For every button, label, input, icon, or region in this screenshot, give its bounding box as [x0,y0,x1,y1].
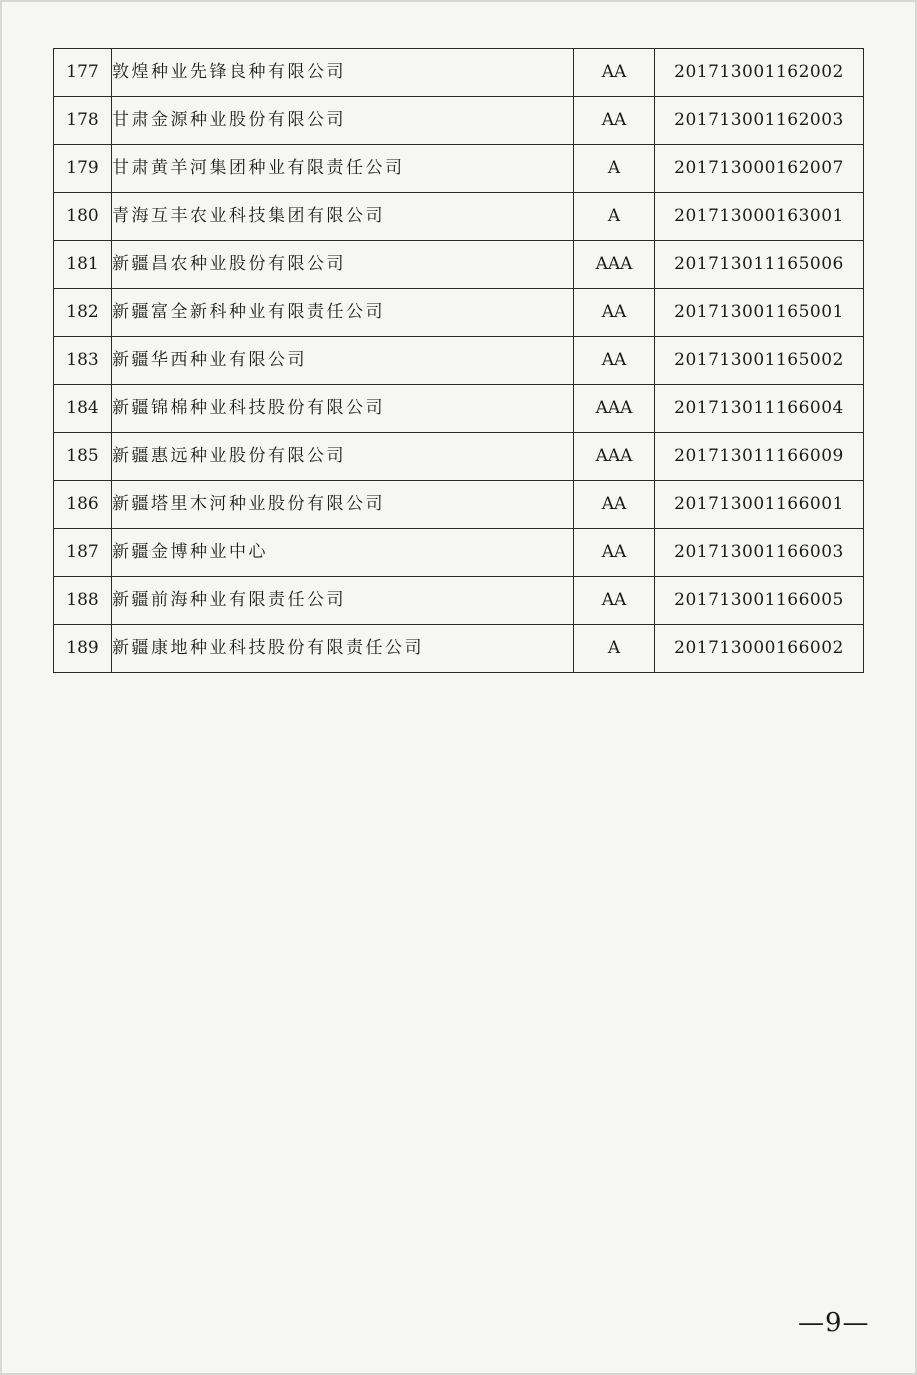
company-name: 甘肃黄羊河集团种业有限责任公司 [112,145,574,193]
row-number: 189 [54,625,112,673]
table-row [54,385,864,433]
row-number: 182 [54,289,112,337]
table-row [54,97,864,145]
company-name: 青海互丰农业科技集团有限公司 [112,193,574,241]
page-number: —9— [798,1308,870,1338]
table-row [54,289,864,337]
credit-grade: A [574,625,655,673]
credit-grade: AA [574,529,655,577]
registration-code: 201713001165001 [655,289,864,337]
row-number: 188 [54,577,112,625]
row-number: 186 [54,481,112,529]
row-number: 179 [54,145,112,193]
registration-code: 201713011166004 [655,385,864,433]
registration-code: 201713000166002 [655,625,864,673]
credit-grade: AA [574,337,655,385]
registration-code: 201713001165002 [655,337,864,385]
credit-grade: AA [574,49,655,97]
row-number: 187 [54,529,112,577]
table-row [54,193,864,241]
row-number: 185 [54,433,112,481]
company-name: 新疆富全新科种业有限责任公司 [112,289,574,337]
registration-code: 201713001166003 [655,529,864,577]
company-name: 新疆惠远种业股份有限公司 [112,433,574,481]
table-row [54,481,864,529]
table-row [54,529,864,577]
company-name: 敦煌种业先锋良种有限公司 [112,49,574,97]
company-credit-table [53,48,864,673]
registration-code: 201713001166005 [655,577,864,625]
credit-grade: A [574,193,655,241]
credit-grade: A [574,145,655,193]
credit-grade: AA [574,577,655,625]
registration-code: 201713011166009 [655,433,864,481]
table-row [54,49,864,97]
company-name: 新疆华西种业有限公司 [112,337,574,385]
credit-grade: AAA [574,433,655,481]
company-name: 新疆康地种业科技股份有限责任公司 [112,625,574,673]
credit-grade: AA [574,481,655,529]
company-name: 新疆金博种业中心 [112,529,574,577]
registration-code: 201713011165006 [655,241,864,289]
company-name: 新疆锦棉种业科技股份有限公司 [112,385,574,433]
table-row [54,337,864,385]
row-number: 183 [54,337,112,385]
company-name: 新疆塔里木河种业股份有限公司 [112,481,574,529]
table-row [54,625,864,673]
row-number: 184 [54,385,112,433]
company-name: 甘肃金源种业股份有限公司 [112,97,574,145]
row-number: 177 [54,49,112,97]
table-row [54,577,864,625]
registration-code: 201713000162007 [655,145,864,193]
row-number: 180 [54,193,112,241]
company-name: 新疆昌农种业股份有限公司 [112,241,574,289]
credit-grade: AA [574,289,655,337]
registration-code: 201713001162002 [655,49,864,97]
registration-code: 201713000163001 [655,193,864,241]
company-name: 新疆前海种业有限责任公司 [112,577,574,625]
row-number: 178 [54,97,112,145]
table-row [54,433,864,481]
row-number: 181 [54,241,112,289]
credit-grade: AAA [574,385,655,433]
registration-code: 201713001166001 [655,481,864,529]
registration-code: 201713001162003 [655,97,864,145]
credit-grade: AA [574,97,655,145]
credit-grade: AAA [574,241,655,289]
table-row [54,145,864,193]
table-row [54,241,864,289]
